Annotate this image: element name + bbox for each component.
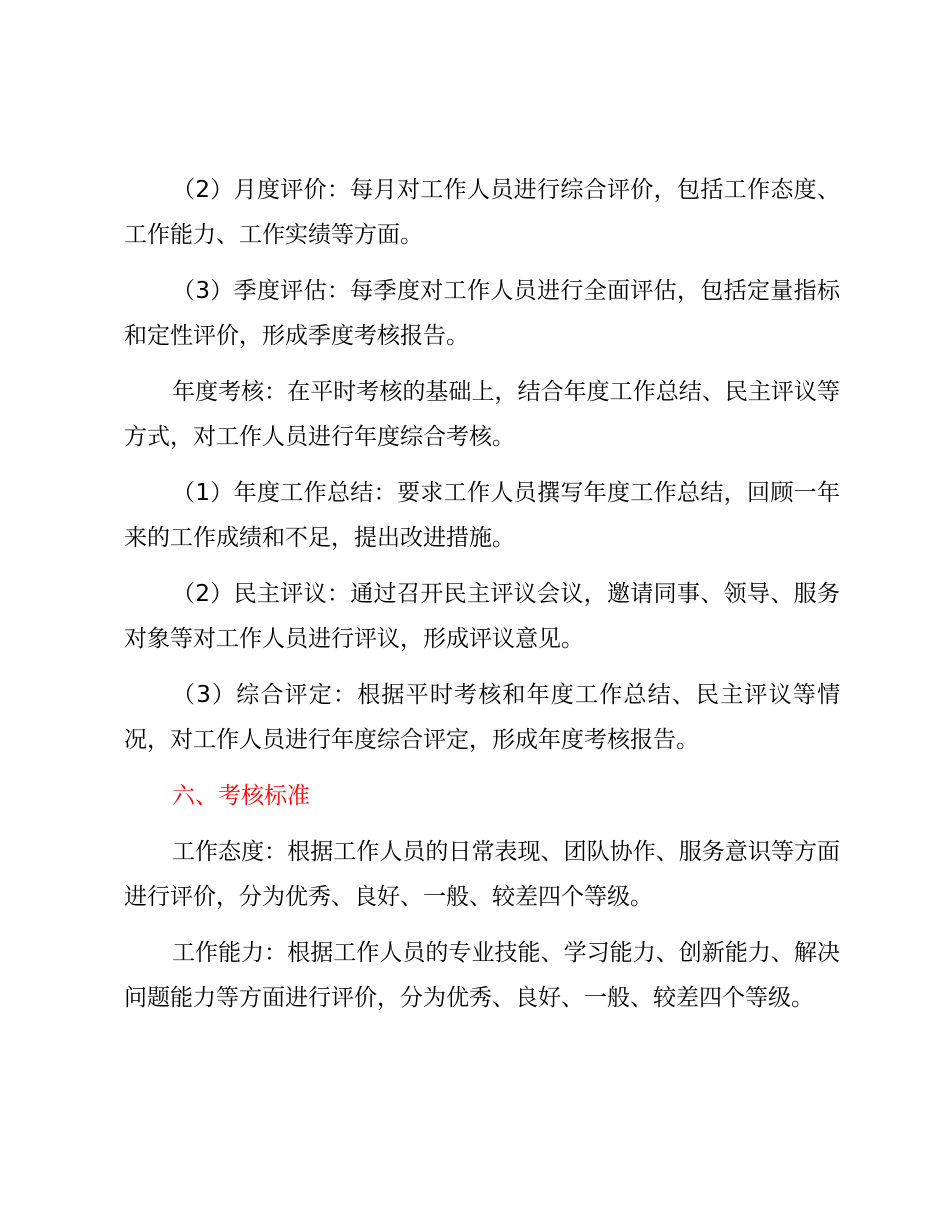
- paragraph-annual-assessment: 年度考核：在平时考核的基础上，结合年度工作总结、民主评议等方式，对工作人员进行年度综合考核。: [124, 379, 840, 450]
- paragraph-comprehensive-rating: （3）综合评定：根据平时考核和年度工作总结、民主评议等情况，对工作人员进行年度综合评定，形成年度考核报告。: [124, 682, 840, 753]
- section-heading-assessment-criteria: 六、考核标准: [172, 783, 310, 809]
- document-page: [124, 168, 840, 1032]
- paragraph-quarterly-assessment: （3）季度评估：每季度对工作人员进行全面评估，包括定量指标和定性评价，形成季度考核报告。: [124, 278, 840, 349]
- paragraph-annual-summary: （1）年度工作总结：要求工作人员撰写年度工作总结，回顾一年来的工作成绩和不足，提出改进措施。: [124, 480, 840, 551]
- paragraph-work-attitude: 工作态度：根据工作人员的日常表现、团队协作、服务意识等方面进行评价，分为优秀、良好、一般、较差四个等级。: [124, 839, 840, 910]
- paragraph-work-ability: 工作能力：根据工作人员的专业技能、学习能力、创新能力、解决问题能力等方面进行评价，分为优秀、良好、一般、较差四个等级。: [124, 940, 840, 1011]
- paragraph-democratic-review: （2）民主评议：通过召开民主评议会议，邀请同事、领导、服务对象等对工作人员进行评议，形成评议意见。: [124, 581, 840, 652]
- paragraph-monthly-evaluation: （2）月度评价：每月对工作人员进行综合评价，包括工作态度、工作能力、工作实绩等方面。: [124, 177, 840, 248]
